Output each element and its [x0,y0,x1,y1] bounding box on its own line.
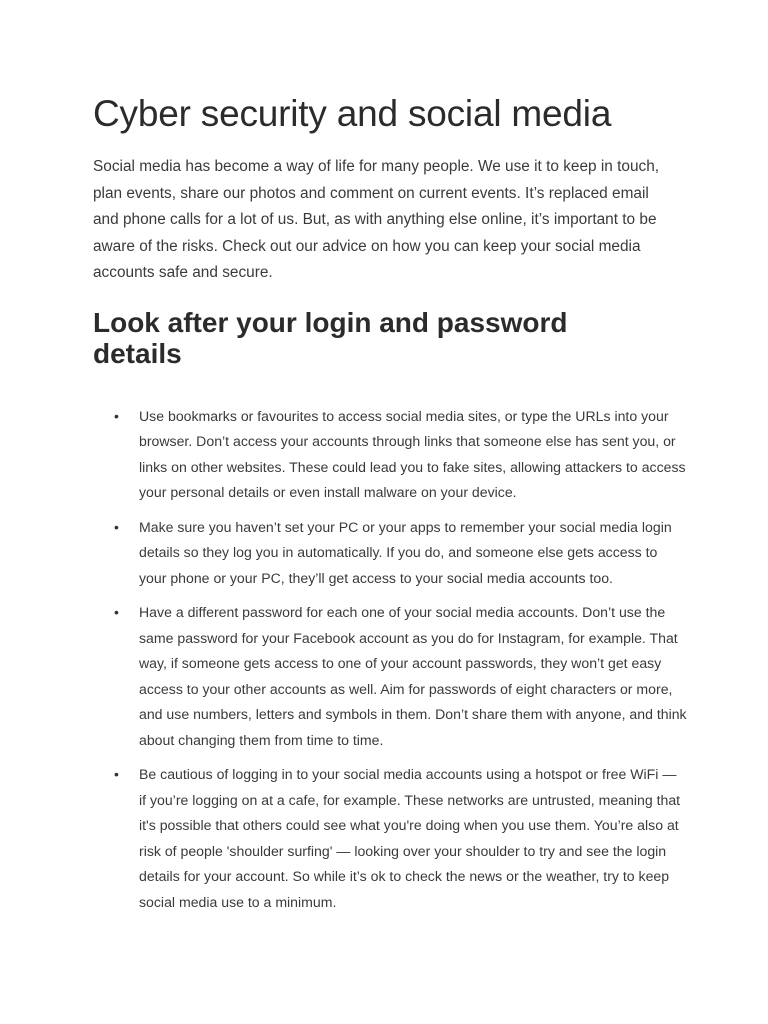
list-item-text: Make sure you haven’t set your PC or your apps to remember your social media login details so they log you in automatically. If you do, and someone else gets access to your phone or your PC, they’ll get access to your social media accounts too. [139,518,672,586]
list-item [93,515,683,592]
bullet-icon: • [114,604,119,620]
intro-paragraph: Social media has become a way of life for many people. We use it to keep in touch, plan events, share our photos and comment on current events. It’s replaced email and phone calls for a lot of us. But, as with anything else online, it’s important to be aware of the risks. Check out our advice on how you can keep your social media accounts safe and secure. [93,158,660,281]
section-heading: Look after your login and password details [93,306,568,369]
list-item [93,600,687,753]
list-item-text: Use bookmarks or favourites to access social media sites, or type the URLs into your browser. Don’t access your accounts through links that someone else has sent you, or links on other websites. These could lead you to fake sites, allowing attackers to access your personal details or even install malware on your device. [139,407,686,500]
list-item-text: Have a different password for each one of your social media accounts. Don’t use the same password for your Facebook account as you do for Instagram, for example. That way, if someone gets access to one of your account passwords, they won’t get easy access to your other accounts as well. Aim for passwords of eight characters or more, and use numbers, letters and symbols in them. Don’t share them with anyone, and think about changing them from time to time. [139,604,687,748]
page-title: Cyber security and social media [93,93,612,134]
list-item [93,404,686,506]
list-item-text: Be cautious of logging in to your social media accounts using a hotspot or free WiFi — if you’re logging on at a cafe, for example. These networks are untrusted, meaning that it's possible that others could see what you're doing when you use them. You’re also at risk of people 'shoulder surfing' — looking over your shoulder to try and see the login details for your account. So while it’s ok to check the news or the weather, try to keep social media use to a minimum. [139,766,681,910]
bullet-icon: • [114,766,119,782]
bullet-icon: • [114,407,119,424]
tips-list [93,404,687,916]
bullet-icon: • [114,518,119,535]
document-page [93,92,687,924]
list-item [93,762,683,915]
